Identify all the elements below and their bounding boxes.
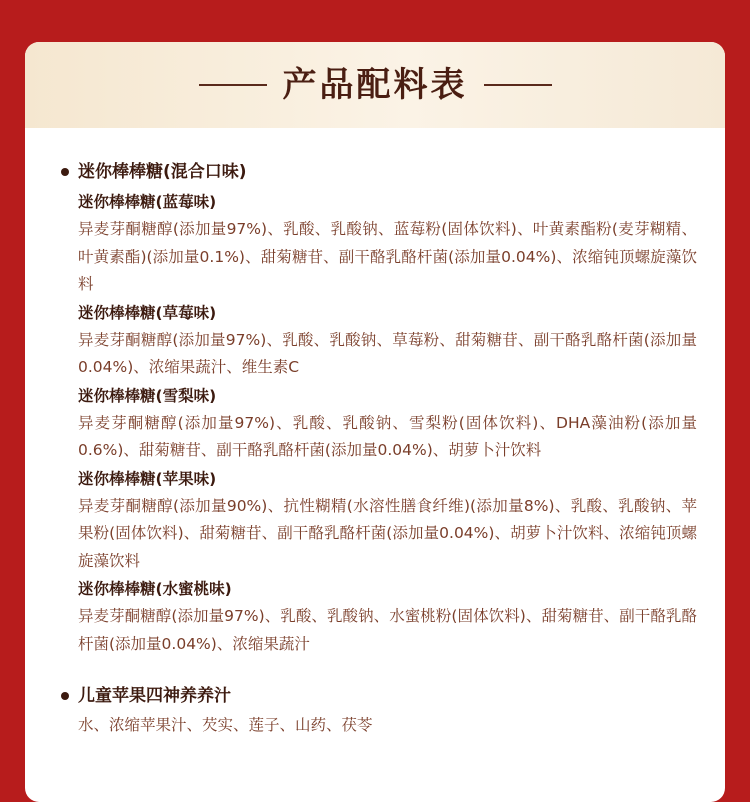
- ingredient-list: 异麦芽酮糖醇(添加量90%)、抗性糊精(水溶性膳食纤维)(添加量8%)、乳酸、乳酸钠、苹果粉(固体饮料)、甜菊糖苷、副干酪乳酪杆菌(添加量0.04%)、胡萝卜汁饮料、浓缩钝顶螺旋藻饮料: [78, 496, 697, 570]
- section-title: [78, 158, 697, 186]
- section-apple-juice: [78, 682, 697, 740]
- ingredients-card: [25, 42, 725, 802]
- product-name: 迷你棒棒糖(雪梨味): [78, 386, 217, 405]
- ingredient-list: 水、浓缩苹果汁、芡实、莲子、山药、茯苓: [78, 716, 373, 734]
- section-lollipop: [78, 158, 697, 658]
- product-item-strawberry: [78, 299, 697, 382]
- product-name: 迷你棒棒糖(水蜜桃味): [78, 580, 232, 598]
- section-title-label: 迷你棒棒糖(混合口味): [78, 162, 247, 182]
- ingredient-list: 异麦芽酮糖醇(添加量97%)、乳酸、乳酸钠、水蜜桃粉(固体饮料)、甜菊糖苷、副干酪乳酪杆菌(添加量0.04%)、浓缩果蔬汁: [78, 607, 697, 653]
- header-decor-line-right: [484, 84, 552, 86]
- ingredients-content: [25, 128, 725, 740]
- bullet-dot-icon: [61, 692, 69, 700]
- ingredient-list: 异麦芽酮糖醇(添加量97%)、乳酸、乳酸钠、雪梨粉(固体饮料)、DHA藻油粉(添加量0.6%)、甜菊糖苷、副干酪乳酪杆菌(添加量0.04%)、胡萝卜汁饮料: [78, 413, 697, 459]
- section-title-label: 儿童苹果四神养养汁: [78, 686, 231, 706]
- product-item-blueberry: [78, 188, 697, 299]
- ingredient-list: 异麦芽酮糖醇(添加量97%)、乳酸、乳酸钠、草莓粉、甜菊糖苷、副干酪乳酪杆菌(添加量0.04%)、浓缩果蔬汁、维生素C: [78, 330, 697, 376]
- card-header: [25, 42, 725, 128]
- bullet-dot-icon: [61, 168, 69, 176]
- section-title: [78, 682, 697, 710]
- product-item-peach: [78, 575, 697, 658]
- product-item-pear: [78, 382, 697, 465]
- header-decor-line-left: [199, 84, 267, 86]
- product-item-apple: [78, 465, 697, 576]
- product-name: 迷你棒棒糖(蓝莓味): [78, 193, 217, 211]
- product-name: 迷你棒棒糖(草莓味): [78, 303, 217, 322]
- product-name: 迷你棒棒糖(苹果味): [78, 469, 217, 488]
- page-title: 产品配料表: [282, 65, 468, 105]
- ingredient-list: 异麦芽酮糖醇(添加量97%)、乳酸、乳酸钠、蓝莓粉(固体饮料)、叶黄素酯粉(麦芽糊精、叶黄素酯)(添加量0.1%)、甜菊糖苷、副干酪乳酪杆菌(添加量0.04%)、浓缩钝顶螺旋藻饮料: [78, 220, 697, 293]
